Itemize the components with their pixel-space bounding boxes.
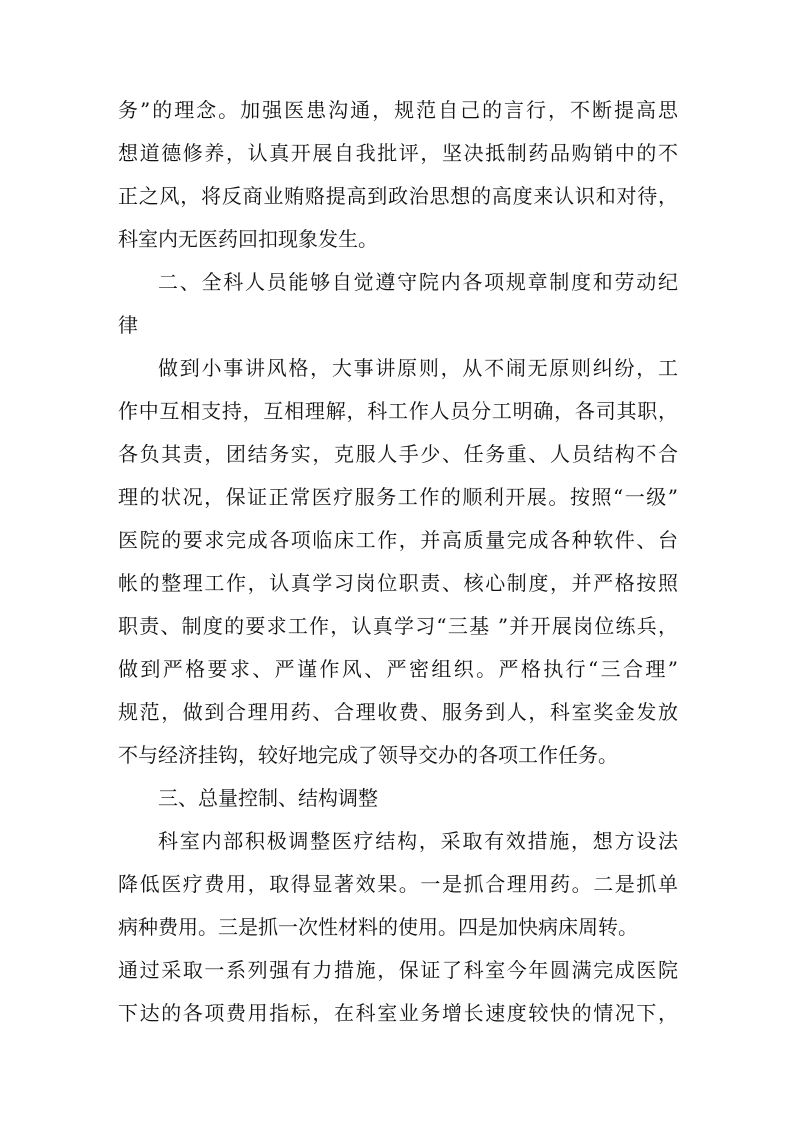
text-line: 做到严格要求、严谨作风、严密组织。严格执行“三合理” [118, 657, 678, 681]
text-line: 帐的整理工作，认真学习岗位职责、核心制度，并严格按照 [118, 571, 678, 595]
text-line: 下达的各项费用指标，在科室业务增长速度较快的情况下， [118, 1001, 678, 1025]
text-line: 不与经济挂钩，较好地完成了领导交办的各项工作任务。 [118, 743, 618, 767]
text-line: 科室内部积极调整医疗结构，采取有效措施，想方设法 [158, 829, 678, 853]
text-line: 病种费用。三是抓一次性材料的使用。四是加快病床周转。 [118, 915, 638, 939]
section-heading-2: 二、全科人员能够自觉遵守院内各项规章制度和劳动纪 [158, 270, 678, 294]
text-line: 想道德修养，认真开展自我批评，坚决抵制药品购销中的不 [118, 141, 678, 165]
text-line: 务”的理念。加强医患沟通，规范自己的言行，不断提高思 [118, 98, 678, 122]
text-line: 各负其责，团结务实，克服人手少、任务重、人员结构不合 [118, 442, 678, 466]
text-line: 职责、制度的要求工作，认真学习“三基 ”并开展岗位练兵， [118, 614, 678, 638]
text-line: 做到小事讲风格，大事讲原则，从不闹无原则纠纷，工 [158, 356, 678, 380]
text-line: 科室内无医药回扣现象发生。 [118, 227, 378, 251]
text-line: 通过采取一系列强有力措施，保证了科室今年圆满完成医院 [118, 958, 678, 982]
text-line: 降低医疗费用，取得显著效果。一是抓合理用药。二是抓单 [118, 872, 678, 896]
text-line: 正之风，将反商业贿赂提高到政治思想的高度来认识和对待， [118, 184, 678, 208]
section-heading-3: 三、总量控制、结构调整 [158, 786, 378, 810]
text-line: 规范，做到合理用药、合理收费、服务到人，科室奖金发放 [118, 700, 678, 724]
text-line: 作中互相支持，互相理解，科工作人员分工明确，各司其职， [118, 399, 678, 423]
section-heading-2-cont: 律 [118, 313, 138, 337]
text-line: 医院的要求完成各项临床工作，并高质量完成各种软件、台 [118, 528, 678, 552]
text-line: 理的状况，保证正常医疗服务工作的顺利开展。按照“一级” [118, 485, 678, 509]
